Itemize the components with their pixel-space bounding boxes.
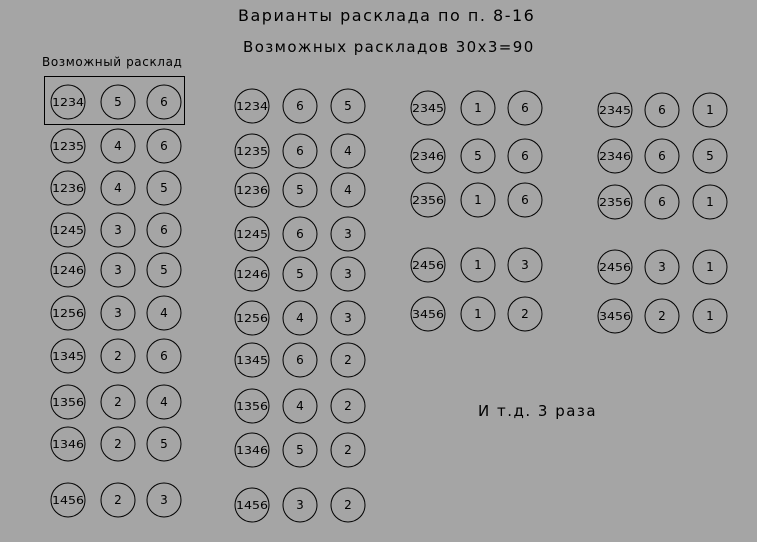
number-label: 1 — [706, 309, 714, 323]
circle-row — [235, 134, 365, 168]
number-label: 2 — [344, 443, 352, 457]
circle-group-4 — [598, 93, 727, 333]
circle-row — [598, 93, 727, 127]
circle-row — [411, 91, 542, 125]
number-label: 3 — [344, 311, 352, 325]
number-label: 5 — [114, 95, 122, 109]
number-label: 6 — [521, 193, 529, 207]
number-label: 4 — [344, 144, 352, 158]
repeat-note: И т.д. 3 раза — [478, 402, 598, 420]
number-label: 2 — [114, 395, 122, 409]
combination-label: 1256 — [236, 312, 268, 325]
circle-group-2 — [235, 89, 365, 522]
number-label: 1 — [474, 258, 482, 272]
circle-row — [51, 253, 181, 287]
number-label: 6 — [160, 95, 168, 109]
combination-label: 1256 — [52, 307, 84, 320]
number-label: 6 — [521, 101, 529, 115]
number-label: 4 — [114, 139, 122, 153]
combination-label: 1346 — [236, 444, 268, 457]
number-label: 1 — [706, 260, 714, 274]
number-label: 6 — [296, 144, 304, 158]
circle-row — [598, 139, 727, 173]
number-label: 3 — [114, 223, 122, 237]
number-label: 6 — [658, 149, 666, 163]
number-label: 3 — [296, 498, 304, 512]
number-label: 2 — [344, 399, 352, 413]
circle-row — [411, 183, 542, 217]
combination-label: 1234 — [52, 96, 84, 109]
circle-row — [51, 85, 181, 119]
circle-group-3 — [411, 91, 542, 331]
combination-label: 1345 — [236, 354, 268, 367]
circle-row — [411, 139, 542, 173]
combination-label: 2346 — [599, 150, 631, 163]
number-label: 4 — [344, 183, 352, 197]
combination-label: 3456 — [599, 310, 631, 323]
circle-row — [51, 385, 181, 419]
circle-row — [51, 339, 181, 373]
combination-label: 1236 — [236, 184, 268, 197]
number-label: 3 — [114, 306, 122, 320]
number-label: 4 — [114, 181, 122, 195]
number-label: 5 — [160, 181, 168, 195]
number-label: 4 — [296, 399, 304, 413]
number-label: 1 — [474, 307, 482, 321]
number-label: 3 — [160, 493, 168, 507]
circle-row — [235, 173, 365, 207]
combination-label: 1346 — [52, 438, 84, 451]
circle-row — [51, 129, 181, 163]
combination-label: 2456 — [412, 259, 444, 272]
number-label: 5 — [706, 149, 714, 163]
combination-label: 3456 — [412, 308, 444, 321]
number-label: 5 — [296, 183, 304, 197]
number-label: 5 — [474, 149, 482, 163]
number-label: 2 — [344, 498, 352, 512]
number-label: 4 — [160, 306, 168, 320]
combination-label: 2346 — [412, 150, 444, 163]
combination-label: 1245 — [236, 228, 268, 241]
number-label: 2 — [344, 353, 352, 367]
circle-row — [235, 488, 365, 522]
combination-label: 1235 — [52, 140, 84, 153]
number-label: 6 — [160, 349, 168, 363]
number-label: 5 — [296, 267, 304, 281]
number-label: 2 — [114, 437, 122, 451]
number-label: 6 — [296, 99, 304, 113]
number-label: 2 — [114, 493, 122, 507]
number-label: 5 — [160, 437, 168, 451]
combination-label: 2356 — [412, 194, 444, 207]
combination-label: 1356 — [236, 400, 268, 413]
circle-row — [235, 257, 365, 291]
circle-row — [235, 217, 365, 251]
number-label: 3 — [344, 227, 352, 241]
circle-row — [235, 389, 365, 423]
circle-row — [235, 301, 365, 335]
circle-row — [598, 250, 727, 284]
circle-group-1 — [51, 85, 181, 517]
combination-label: 2345 — [599, 104, 631, 117]
combination-label: 2345 — [412, 102, 444, 115]
number-label: 6 — [658, 103, 666, 117]
circle-row — [51, 483, 181, 517]
combination-label: 1234 — [236, 100, 268, 113]
number-label: 3 — [521, 258, 529, 272]
number-label: 2 — [521, 307, 529, 321]
number-label: 5 — [160, 263, 168, 277]
combination-label: 1246 — [52, 264, 84, 277]
circle-row — [51, 171, 181, 205]
combination-label: 1246 — [236, 268, 268, 281]
circle-row — [411, 248, 542, 282]
number-label: 2 — [658, 309, 666, 323]
possible-layout-label: Возможный расклад — [42, 55, 183, 69]
combination-label: 1236 — [52, 182, 84, 195]
circle-row — [598, 299, 727, 333]
combination-label: 1456 — [236, 499, 268, 512]
number-label: 1 — [474, 193, 482, 207]
circle-row — [51, 296, 181, 330]
combination-label: 1235 — [236, 145, 268, 158]
number-label: 1 — [474, 101, 482, 115]
number-label: 6 — [296, 353, 304, 367]
number-label: 6 — [521, 149, 529, 163]
number-label: 3 — [114, 263, 122, 277]
number-label: 6 — [160, 223, 168, 237]
combination-label: 2356 — [599, 196, 631, 209]
number-label: 6 — [160, 139, 168, 153]
number-label: 5 — [296, 443, 304, 457]
circle-row — [51, 213, 181, 247]
circle-row — [598, 185, 727, 219]
diagram-title: Варианты расклада по п. 8-16 — [238, 6, 536, 25]
number-label: 1 — [706, 103, 714, 117]
combination-label: 2456 — [599, 261, 631, 274]
combination-label: 1245 — [52, 224, 84, 237]
diagram-subtitle: Возможных раскладов 30х3=90 — [243, 38, 535, 56]
circle-row — [411, 297, 542, 331]
number-label: 5 — [344, 99, 352, 113]
combination-label: 1456 — [52, 494, 84, 507]
circle-row — [235, 343, 365, 377]
number-label: 4 — [296, 311, 304, 325]
circle-row — [235, 89, 365, 123]
combination-label: 1356 — [52, 396, 84, 409]
number-label: 2 — [114, 349, 122, 363]
number-label: 6 — [296, 227, 304, 241]
circle-row — [51, 427, 181, 461]
number-label: 1 — [706, 195, 714, 209]
number-label: 3 — [658, 260, 666, 274]
number-label: 4 — [160, 395, 168, 409]
circle-row — [235, 433, 365, 467]
number-label: 6 — [658, 195, 666, 209]
combination-label: 1345 — [52, 350, 84, 363]
number-label: 3 — [344, 267, 352, 281]
